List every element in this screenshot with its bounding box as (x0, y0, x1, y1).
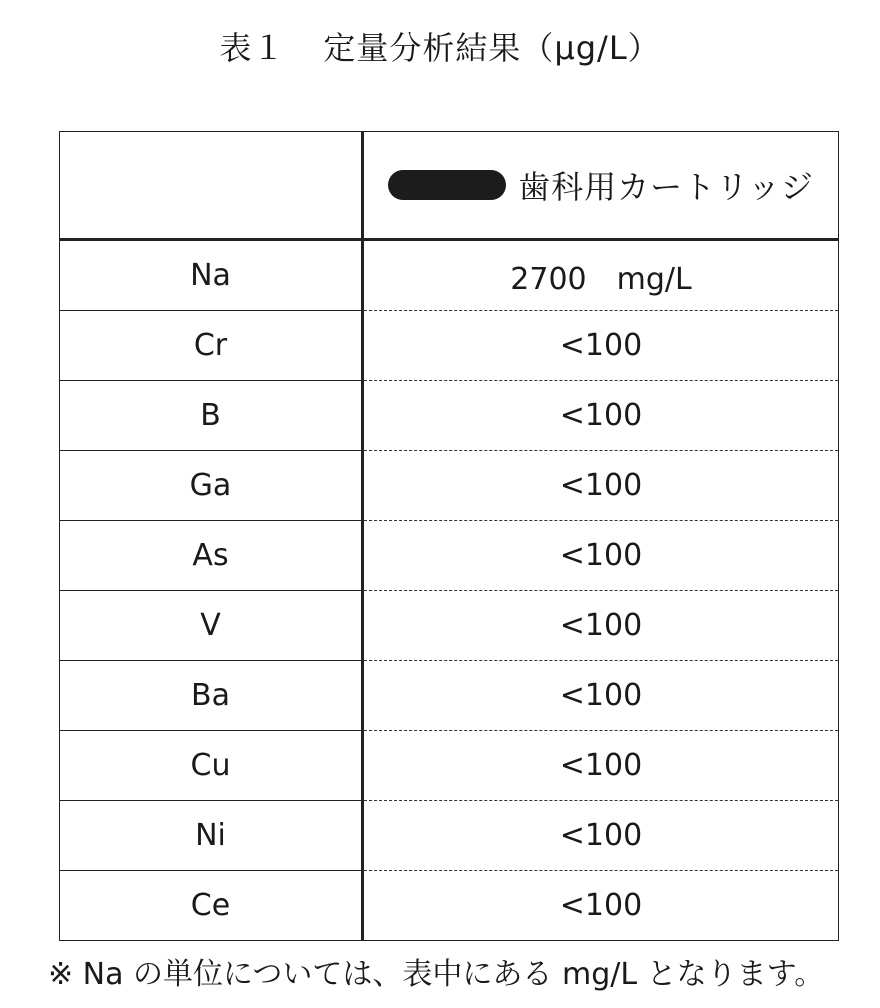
element-cell: Ga (60, 451, 363, 521)
value-cell: <100 (363, 451, 839, 521)
product-header (388, 162, 814, 208)
table-row (60, 801, 839, 871)
element-cell: V (60, 591, 363, 661)
element-cell: Cu (60, 731, 363, 801)
table-row (60, 240, 839, 311)
redaction-mark (388, 170, 506, 200)
value-cell: <100 (363, 731, 839, 801)
results-table (59, 131, 839, 941)
table-title-text: 定量分析結果（μg/L） (323, 29, 661, 67)
value-cell: <100 (363, 521, 839, 591)
table-row (60, 661, 839, 731)
element-cell: Ba (60, 661, 363, 731)
table-row (60, 451, 839, 521)
element-cell: Ce (60, 871, 363, 941)
element-cell: Ni (60, 801, 363, 871)
value-cell: <100 (363, 311, 839, 381)
value-cell: 2700 mg/L (363, 240, 839, 311)
header-product-cell (363, 132, 839, 240)
header-row (60, 132, 839, 240)
product-name: 歯科用カートリッジ (518, 168, 814, 206)
element-cell: Na (60, 240, 363, 311)
value-cell: <100 (363, 871, 839, 941)
element-cell: As (60, 521, 363, 591)
element-cell: Cr (60, 311, 363, 381)
value-cell: <100 (363, 591, 839, 661)
table-row (60, 591, 839, 661)
footnote: ※ Na の単位については、表中にある mg/L となります。 (48, 957, 825, 992)
table-row (60, 871, 839, 941)
table-number: 表１ (219, 29, 286, 67)
table-row (60, 731, 839, 801)
table-row (60, 381, 839, 451)
table-title (0, 22, 880, 74)
element-cell: B (60, 381, 363, 451)
value-cell: <100 (363, 381, 839, 451)
header-blank-cell (60, 132, 363, 240)
value-cell: <100 (363, 801, 839, 871)
value-cell: <100 (363, 661, 839, 731)
table-row (60, 311, 839, 381)
table-row (60, 521, 839, 591)
